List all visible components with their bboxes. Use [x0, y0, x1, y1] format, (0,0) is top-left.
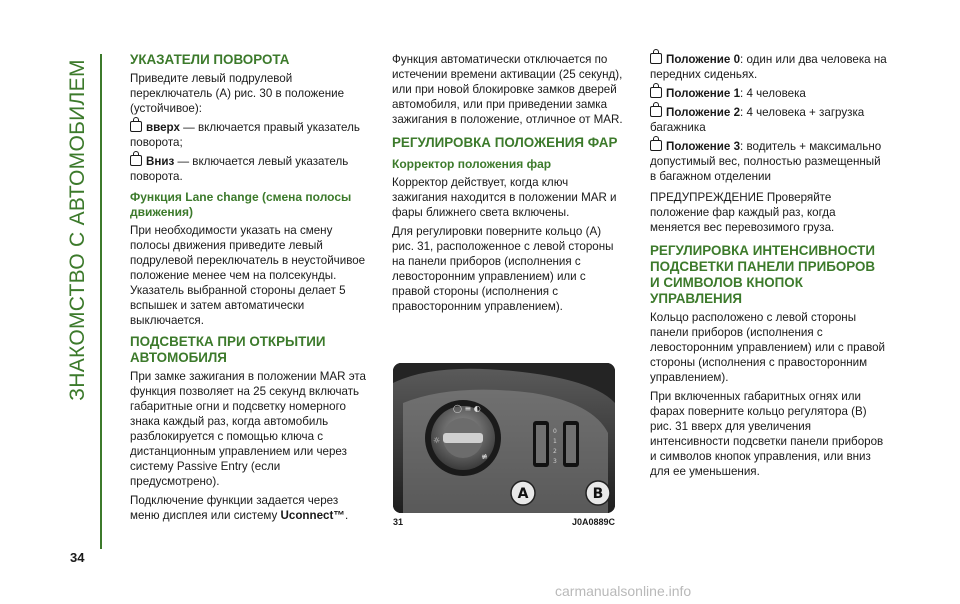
svg-text:≢: ≢ [481, 452, 488, 461]
figure-headlight-controls [393, 363, 615, 513]
paragraph: Функция автоматически отключается по истечении времени активации (25 секунд), или при новой блокировке замков дверей автомобиля, или при приведении замка зажигания в положение, отличное от MAR. [392, 53, 623, 126]
position-3-item [650, 139, 888, 184]
heading-dimmer: РЕГУЛИРОВКА ИНТЕНСИВНОСТИ ПОДСВЕТКИ ПАНЕЛИ ПРИБОРОВ И СИМВОЛОВ КНОПОК УПРАВЛЕНИЯ [650, 243, 876, 306]
svg-text:1: 1 [553, 438, 557, 445]
load-icon [650, 140, 662, 151]
column-1 [130, 52, 370, 527]
text-span: Подключение функции задается через меню дисплея или систему [130, 494, 339, 522]
position-0-item [650, 52, 888, 82]
text-span: . [344, 509, 349, 522]
column-3 [650, 52, 888, 483]
position-3-text: : водитель + максимально допустимый вес, полностью размещенный в багажном отделении [650, 140, 882, 183]
paragraph: При включенных габаритных огнях или фарах поверните кольцо регулятора (В) рис. 31 вверх для увеличения интенсивности подсветки панели приборов и символов кнопок управления, или вниз для ее уменьшения. [650, 390, 884, 478]
heading-lane-change: Функция Lane change (смена полосы движения) [130, 190, 352, 219]
page-number: 34 [70, 550, 85, 565]
uconnect-label: Uconnect™ [280, 509, 345, 522]
svg-text:0: 0 [553, 428, 557, 435]
position-3-key: Положение 3 [666, 140, 741, 153]
sidebar [58, 50, 98, 410]
position-0-text: : один или два человека на передних сиденьях. [650, 53, 887, 81]
watermark: carmanualsonline.info [555, 583, 692, 599]
position-1-key: Положение 1 [666, 87, 741, 100]
heading-unlock-lights: ПОДСВЕТКА ПРИ ОТКРЫТИИ АВТОМОБИЛЯ [130, 334, 326, 365]
svg-text:☼: ☼ [433, 436, 441, 445]
svg-text:2: 2 [553, 448, 557, 455]
heading-corrector: Корректор положения фар [392, 157, 552, 171]
paragraph [130, 493, 370, 523]
figure-illustration [393, 363, 615, 513]
turn-up-item [130, 120, 370, 150]
label-a: A [517, 486, 529, 502]
position-1-item [650, 86, 888, 101]
turn-down-key: Вниз [146, 155, 175, 168]
position-2-text: : 4 человека + загрузка багажника [650, 106, 865, 134]
figure-code: J0A0889C [571, 517, 615, 527]
load-icon [650, 87, 662, 98]
paragraph: Для регулировки поверните кольцо (А) рис. 31, расположенное с левой стороны на панели приборов (исполнения с левосторонним управлением) или с правой стороны (исполнения с правосторонним управлением). [392, 225, 614, 313]
turn-up-key: вверх [146, 121, 180, 134]
warning-note: ПРЕДУПРЕЖДЕНИЕ Проверяйте положение фар каждый раз, когда меняется вес перевозимого груза. [650, 191, 836, 234]
column-2 [392, 52, 624, 318]
position-2-item [650, 105, 888, 135]
position-1-text: : 4 человека [740, 87, 806, 100]
lever-icon [130, 121, 142, 132]
position-2-key: Положение 2 [666, 106, 741, 119]
paragraph: Кольцо расположено с левой стороны панели приборов (исполнения с левосторонним управлением) или с правой стороны (исполнения с правосторонним управлением). [650, 311, 886, 384]
lever-icon [130, 155, 142, 166]
paragraph: При необходимости указать на смену полосы движения приведите левый подрулевой переключатель в неустойчивое положение менее чем на полсекунды. Указатель выбранной стороны делает 5 вспышек и затем автоматически выключается. [130, 224, 366, 327]
sidebar-title: ЗНАКОМСТВО С АВТОМОБИЛЕМ [66, 59, 89, 401]
turn-down-text: — включается левый указатель поворота. [130, 155, 349, 183]
svg-text:◯ ≡ ◐: ◯ ≡ ◐ [453, 404, 481, 413]
heading-turn-signals: УКАЗАТЕЛИ ПОВОРОТА [130, 52, 290, 67]
paragraph: Корректор действует, когда ключ зажигания находится в положении MAR и фары ближнего света включены. [392, 176, 617, 219]
position-0-key: Положение 0 [666, 53, 741, 66]
figure-caption [393, 517, 615, 527]
paragraph: Приведите левый подрулевой переключатель (А) рис. 30 в положение (устойчивое): [130, 72, 345, 115]
sidebar-rule [100, 54, 102, 549]
figure-number: 31 [393, 517, 404, 527]
svg-text:3: 3 [553, 458, 557, 465]
paragraph: При замке зажигания в положении MAR эта функция позволяет на 25 секунд включать габаритные огни и подсветку номерного знака каждый раз, когда автомобиль разблокируется с помощью ключа с дистанционным управлением или через систему Passive Entry (если предусмотрено). [130, 370, 366, 488]
turn-down-item [130, 154, 370, 184]
turn-up-text: — включается правый указатель поворота; [130, 121, 360, 149]
heading-headlight-adjust: РЕГУЛИРОВКА ПОЛОЖЕНИЯ ФАР [392, 135, 618, 150]
load-icon [650, 53, 662, 64]
label-b: B [592, 486, 604, 502]
load-icon [650, 106, 662, 117]
